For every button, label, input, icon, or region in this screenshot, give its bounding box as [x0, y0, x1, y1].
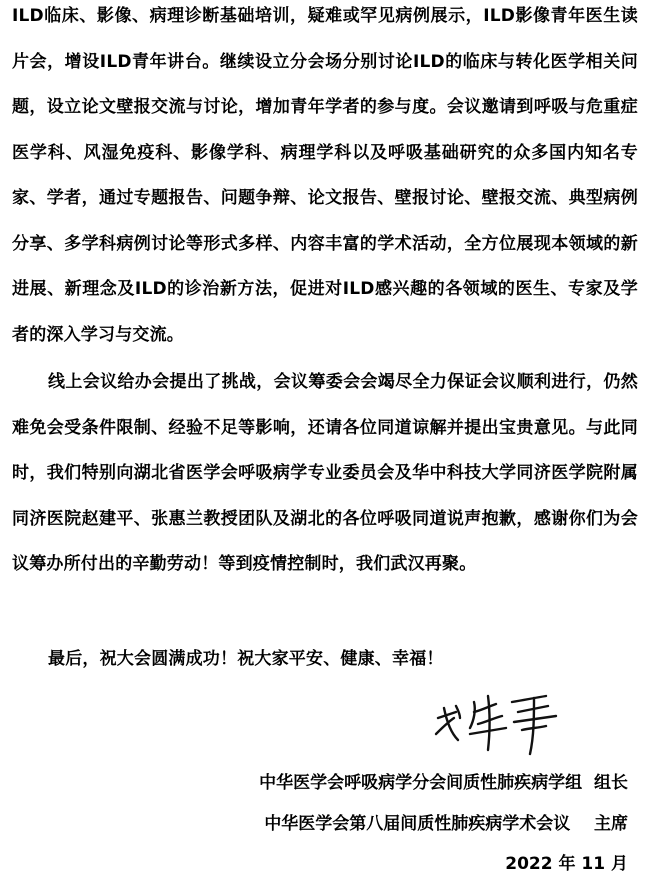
signer-title-chairman: 中华医学会第八届间质性肺疾病学术会议 主席 [264, 814, 628, 834]
letter-date: 2022 年 11 月 [505, 854, 628, 874]
signer-title-group-leader: 中华医学会呼吸病学分会间质性肺疾病学组 组长 [259, 773, 628, 793]
body-paragraph-1: ILD临床、影像、病理诊断基础培训，疑难或罕见病例展示，ILD影像青年医生读片会，增设ILD青年讲台。继续设立分会场分别讨论ILD的临床与转化医学相关问题，设立论文壁报交流与讨论，增加青年学者的参与度。会议邀请到呼吸与危重症医学科、风湿免疫科、影像学科、病理学科以及呼吸基础研究的众多国内知名专家、学者，通过专题报告、问题争辩、论文报告、壁报讨论、壁报交流、典型病例分享、多学科病例讨论等形式多样、内容丰富的学术活动，全方位展现本领域的新进展、新理念及ILD的诊治新方法，促进对ILD感兴趣的各领域的医生、专家及学者的深入学习与交流。 [12, 6, 638, 345]
handwritten-signature [430, 688, 570, 760]
closing-paragraph: 最后，祝大会圆满成功！祝大家平安、健康、幸福！ [48, 649, 444, 669]
body-paragraph-2: 线上会议给办会提出了挑战，会议筹委会会竭尽全力保证会议顺利进行，仍然难免会受条件限制、经验不足等影响，还请各位同道谅解并提出宝贵意见。与此同时，我们特别向湖北省医学会呼吸病学专业委员会及华中科技大学同济医学院附属同济医院赵建平、张惠兰教授团队及湖北的各位呼吸同道说声抱歉，感谢你们为会议筹办所付出的辛勤劳动！等到疫情控制时，我们武汉再聚。 [12, 372, 638, 574]
